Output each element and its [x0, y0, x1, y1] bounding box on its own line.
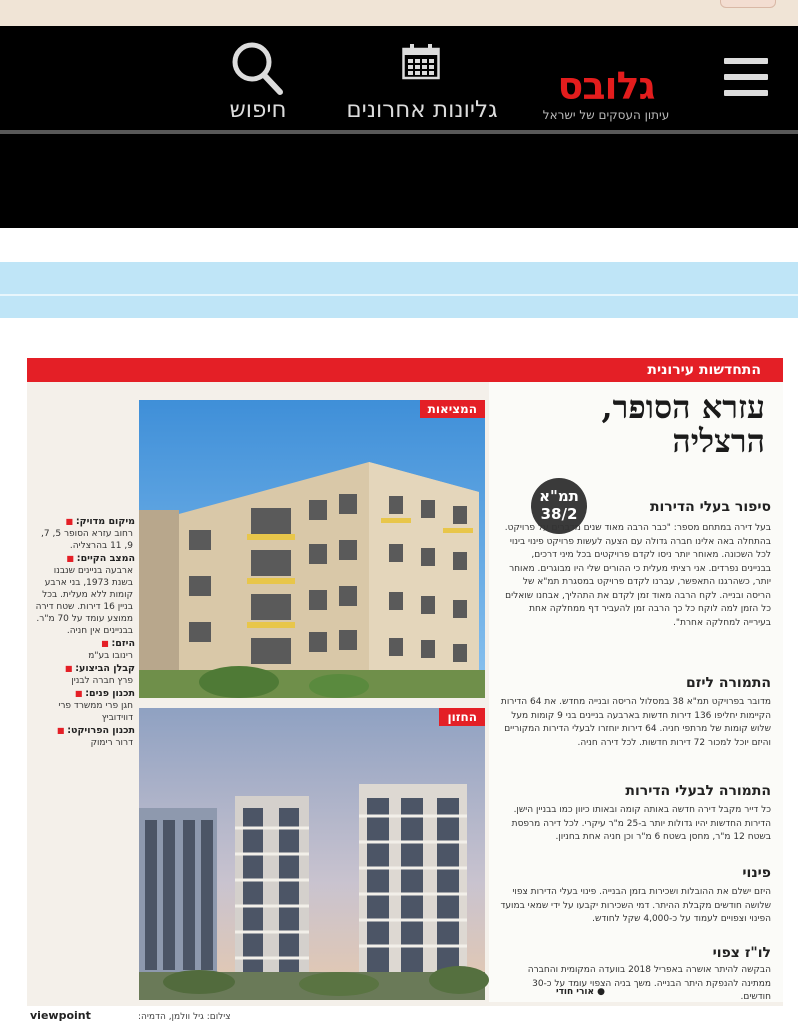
- viewpoint-logo: viewpoint: [30, 1009, 91, 1022]
- section-bar: [27, 358, 783, 382]
- logo-text: גלובס: [557, 64, 655, 108]
- article-text-column: [489, 382, 783, 1002]
- fact-key: תכנון הפרויקט: ■: [31, 725, 135, 737]
- facts-list: [31, 516, 135, 750]
- current-building-photo: [139, 400, 485, 698]
- badge-line1: תמ"א: [539, 487, 579, 505]
- current-building-illustration: [139, 400, 485, 698]
- logo-tagline: עיתון העסקים של ישראל: [542, 108, 670, 122]
- fact-key: קבלן הביצוע: ■: [31, 663, 135, 675]
- fact-key: תכנון פנים: ■: [31, 688, 135, 700]
- globes-logo[interactable]: [520, 64, 692, 124]
- fact-item: [31, 553, 135, 637]
- fact-value: רינובו בע"מ: [88, 651, 133, 661]
- site-header: [0, 26, 798, 228]
- photo-credit: צילום: גיל וולמן, הדמיה:: [138, 1012, 231, 1022]
- fact-item: [31, 663, 135, 687]
- section-title-evacuation: פינוי: [742, 865, 771, 881]
- section-body-owners-return: כל דייר מקבל דירה חדשה באותה קומה ובאותו כיוון כמו בבניין הישן. הדירות החדשות יהיו גדולות יותר ב-25 מ"ר עיקרי. לכל דירה מרפסת בשטח 12 מ"ר, מחסן בשטח 6 מ"ר וכן חניה אחת בחניון.: [511, 805, 771, 842]
- article-title: עזרא הסופר, הרצליה: [601, 388, 765, 460]
- fact-item: [31, 725, 135, 749]
- photo-tag-reality: המציאות: [420, 400, 485, 418]
- facts-sidebar: [27, 382, 135, 1002]
- calendar-icon: [402, 44, 440, 80]
- hamburger-menu-icon[interactable]: [724, 58, 768, 98]
- search-label: חיפוש: [229, 97, 287, 123]
- article-clipping: [27, 358, 783, 1006]
- section-title-timeline: לו"ז צפוי: [712, 945, 771, 961]
- latest-issues-label: גליונות אחרונים: [346, 97, 498, 123]
- fact-key: המצב הקיים: ■: [31, 553, 135, 565]
- fact-item: [31, 516, 135, 552]
- fact-key: היזם: ■: [31, 638, 135, 650]
- browser-top-bar: [0, 0, 798, 26]
- article-author: ● אורי חודי: [555, 987, 605, 997]
- header-divider: [0, 130, 798, 134]
- badge-line2: 38/2: [540, 505, 578, 523]
- fact-value: ארבעה בניינים שנבנו בשנת 1973, בני ארבע קומות ללא מעלית. בכל בניין 16 דירות. שטח דירה ממוצע עומד על 70 מ"ר. בבניינים אין חניה.: [35, 566, 133, 636]
- section-title-owners-story: סיפור בעלי הדירות: [649, 499, 771, 515]
- ad-banner-strip: [0, 262, 798, 318]
- search-icon: [228, 40, 284, 96]
- section-label: התחדשות עירונית: [647, 362, 761, 378]
- fact-value: חגן פרי ממשרד פרי דווידוביץ: [58, 701, 133, 723]
- photo-tag-vision: החזון: [439, 708, 485, 726]
- corner-button[interactable]: [720, 0, 776, 8]
- section-body-owners-story: בעל דירה במתחם מספר: "כבר הרבה מאוד שנים מדברים על פרויקט. בהתחלה באה אלינו חברה גדולה עם הצעה לעשות פרויקט פינוי בינוי לכל השכונה. מאוחר יותר ניסו לקדם פרויקטים בכל מיני דרכים, בבניינים נפרדים. אני רציתי מעלית כי ההורים שלי היו מבוגרים. מאוחר יותר, כשהרגנו התאפשר, עברנו לקדם פרויקט במסגרת תמ"א של הריסה ובנייה. לקח הרבה מאוד זמן לקדם את התהליך, אבחנו שואלים כל הזמן למה לוקח כל כך הרבה זמן להעביר דף ממחלקה אחת בעירייה למחלקה אחרת".: [504, 523, 771, 628]
- section-title-developer-return: התמורה ליזם: [686, 675, 771, 691]
- section-body-evacuation: היזם ישלם את ההובלות ושכירות בזמן הבנייה. פינוי בעלי הדירות צפוי שלושה חודשים מקבלת ההיתר. דמי השכירות יקבעו על ידי שמאי במועד הפינוי וצפויים לעמוד על כ-4,000 שקל לחודש.: [500, 887, 771, 924]
- section-title-owners-return: התמורה לבעלי הדירות: [625, 783, 771, 799]
- fact-value: פרץ חברה לבנין: [71, 676, 133, 686]
- fact-item: [31, 688, 135, 724]
- fact-value: דרור רימוק: [90, 738, 133, 748]
- section-body-timeline: הבקשה להיתר אושרה באפריל 2018 בוועדה המקומית והחברה ממתינה להנפקת היתר הבנייה. משך בניה הצפוי עומד על כ-30 חודשים.: [527, 965, 771, 1002]
- search-button[interactable]: [212, 38, 304, 130]
- future-building-rendering: [139, 708, 485, 1000]
- section-body-developer-return: מדובר בפרויקט תמ"א 38 במסלול הריסה ובנייה מחדש. את 64 הדירות הקיימות יחליפו 136 דירות חדשות בארבעה בניינים בני 9 קומות מעל שלוש קומות של מרתפי חניה. 64 דירות יוחזרו לבעלי הדירות המקוריים והיזם יוכל למכור 72 דירות חדשות. לכל דירה חניה.: [500, 697, 771, 748]
- latest-issues-button[interactable]: [332, 38, 512, 130]
- fact-value: רחוב עזרא הסופר 5, 7, 9, 11 בהרצליה.: [41, 529, 133, 551]
- future-building-illustration: [139, 708, 485, 1000]
- fact-key: מיקום מדויק: ■: [31, 516, 135, 528]
- fact-item: [31, 638, 135, 662]
